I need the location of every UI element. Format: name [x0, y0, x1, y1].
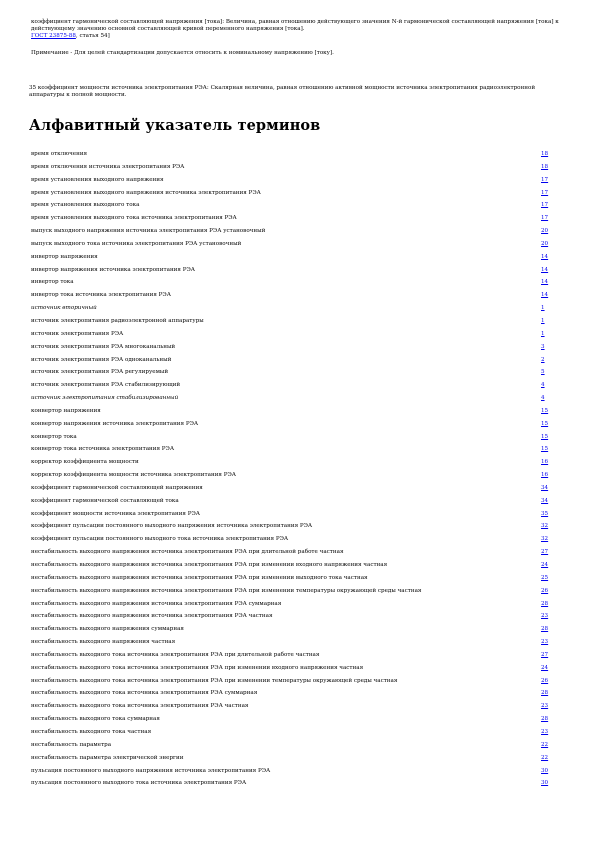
index-row — [31, 382, 563, 388]
index-term: коэффициент гармонической составляющей тока — [31, 497, 179, 504]
index-term: источник вторичный — [31, 305, 97, 312]
index-page-link[interactable]: 15 — [541, 420, 549, 427]
index-term: нестабильность выходного тока частная — [31, 728, 152, 735]
index-row — [31, 202, 563, 208]
index-term: нестабильность выходного тока суммарная — [31, 716, 160, 723]
index-row — [31, 164, 563, 170]
index-row — [31, 318, 563, 324]
index-row — [31, 267, 563, 273]
index-row — [31, 626, 563, 632]
index-row — [31, 177, 563, 183]
index-term: конвертор тока источника электропитания РЭА — [31, 446, 175, 453]
index-page-link[interactable]: 20 — [541, 240, 549, 247]
index-page-link[interactable]: 25 — [541, 574, 549, 581]
index-term: нестабильность выходного тока источника электропитания РЭА частная — [31, 703, 249, 710]
index-term: источник электропитания РЭА стабилизирующий — [31, 382, 181, 389]
index-page-link[interactable]: 3 — [541, 343, 545, 350]
index-term: нестабильность выходного тока источника электропитания РЭА при изменении входного напряжения частная — [31, 664, 364, 671]
index-term: коэффициент пульсации постоянного выходного напряжения источника электропитания РЭА — [31, 523, 313, 530]
index-term: источник электропитания РЭА регулируемый — [31, 369, 169, 376]
index-row — [31, 613, 563, 619]
index-term: время отключения — [31, 151, 88, 157]
index-page-link[interactable]: 14 — [541, 279, 549, 286]
index-term: инвертор напряжения источника электропитания РЭА — [31, 266, 195, 273]
definition-note: Примечание - Для целей стандартизации допускается относить к номинальному напряжению [току]. — [31, 49, 334, 56]
index-row — [31, 588, 563, 594]
index-term: источник электропитания РЭА одноканальный — [31, 356, 172, 363]
index-term: источник электропитания РЭА многоканальный — [31, 343, 176, 350]
index-page-link[interactable]: 24 — [541, 562, 549, 568]
index-term: время установления выходного напряжения источника электропитания РЭА — [31, 189, 261, 196]
index-term: корректор коэффициента мощности источника электропитания РЭА — [31, 472, 237, 479]
index-page-link[interactable]: 5 — [541, 369, 545, 376]
index-page-link[interactable]: 2 — [541, 356, 545, 363]
index-row — [31, 254, 563, 260]
index-heading: Алфавитный указатель терминов — [29, 117, 321, 134]
index-row — [31, 755, 563, 761]
index-row — [31, 690, 563, 696]
index-row — [31, 485, 563, 491]
index-term: источник электропитания стабилизированный — [31, 395, 179, 402]
index-page-link[interactable]: 34 — [541, 484, 549, 491]
index-term: нестабильность выходного напряжения суммарная — [31, 626, 184, 633]
index-term: время установления выходного тока источника электропитания РЭА — [31, 215, 237, 222]
index-term: источник электропитания радиоэлектронной аппаратуры — [31, 317, 204, 324]
index-page-link[interactable]: 23 — [541, 639, 549, 646]
index-page-link[interactable]: 14 — [541, 266, 549, 273]
index-row — [31, 678, 563, 684]
index-term: нестабильность выходного тока источника электропитания РЭА суммарная — [31, 690, 258, 697]
index-row — [31, 292, 563, 298]
index-row — [31, 395, 563, 401]
index-row — [31, 434, 563, 440]
index-page-link[interactable]: 1 — [541, 330, 545, 337]
index-row — [31, 151, 563, 157]
index-row — [31, 562, 563, 568]
index-page-link[interactable]: 23 — [541, 703, 549, 710]
index-page-link[interactable]: 28 — [541, 600, 549, 607]
index-term: нестабильность параметра — [31, 741, 112, 748]
index-page-link[interactable]: 22 — [541, 741, 549, 748]
index-row — [31, 575, 563, 581]
index-term: инвертор тока — [31, 279, 74, 286]
index-term: конвертор напряжения — [31, 407, 101, 414]
index-row — [31, 729, 563, 735]
index-row — [31, 511, 563, 517]
index-term: источник электропитания РЭА — [31, 330, 124, 337]
index-page-link[interactable]: 34 — [541, 497, 549, 504]
index-page-link[interactable]: 27 — [541, 651, 549, 658]
index-term: нестабильность выходного напряжения источника электропитания РЭА частная — [31, 613, 273, 620]
index-page-link[interactable]: 23 — [541, 728, 549, 735]
index-row — [31, 549, 563, 555]
definition-34-text — [31, 19, 563, 41]
index-term: нестабильность параметра электрической энергии — [31, 754, 184, 761]
index-term: нестабильность выходного тока источника электропитания РЭА при изменении температуры окружающей среды частная — [31, 677, 398, 684]
index-page-link[interactable]: 17 — [541, 189, 549, 196]
index-page-link[interactable]: 30 — [541, 767, 549, 774]
index-row — [31, 523, 563, 529]
index-row — [31, 190, 563, 196]
index-term: коэффициент гармонической составляющей напряжения — [31, 484, 203, 491]
index-term: корректор коэффициента мощности — [31, 459, 139, 466]
index-page-link[interactable]: 4 — [541, 395, 545, 402]
index-term: конвертор тока — [31, 433, 77, 440]
definition-34-body: коэффициент гармонической составляющей напряжения [тока]: Величина, равная отношению действующего значения N-й гармонической составляющей напряжения [тока] к действующему значению основной составляющей кривой переменного напряжения [тока]. — [31, 19, 559, 33]
index-row — [31, 716, 563, 722]
index-term: нестабильность выходного тока источника электропитания РЭА при длительной работе частная — [31, 651, 320, 658]
index-page-link[interactable]: 35 — [541, 510, 549, 517]
index-page-link[interactable]: 22 — [541, 754, 549, 761]
index-row — [31, 459, 563, 465]
index-page-link[interactable]: 14 — [541, 292, 549, 299]
index-page-link[interactable]: 28 — [541, 690, 549, 697]
index-term: пульсация постоянного выходного тока источника электропитания РЭА — [31, 780, 247, 787]
reference-tail: , статья 54] — [75, 33, 110, 40]
index-term: конвертор напряжения источника электропитания РЭА — [31, 420, 199, 427]
index-row — [31, 472, 563, 478]
index-page-link[interactable]: 26 — [541, 677, 549, 684]
index-term: время установления выходного напряжения — [31, 176, 164, 183]
index-row — [31, 703, 563, 709]
index-page-link[interactable]: 14 — [541, 253, 549, 260]
index-row — [31, 228, 563, 234]
index-term: пульсация постоянного выходного напряжения источника электропитания РЭА — [31, 767, 271, 774]
index-row — [31, 768, 563, 774]
index-term: нестабильность выходного напряжения источника электропитания РЭА суммарная — [31, 600, 282, 607]
index-term: инвертор тока источника электропитания РЭА — [31, 292, 171, 299]
index-term: инвертор напряжения — [31, 253, 98, 260]
index-row — [31, 357, 563, 363]
index-page-link[interactable]: 4 — [541, 382, 545, 389]
index-row — [31, 369, 563, 375]
index-term: время отключения источника электропитания РЭА — [31, 163, 185, 170]
index-page-link[interactable]: 17 — [541, 215, 549, 222]
index-page-link[interactable]: 17 — [541, 176, 549, 183]
index-term: нестабильность выходного напряжения источника электропитания РЭА при длительной работе частная — [31, 549, 344, 556]
index-term: выпуск выходного тока источника электропитания РЭА установочный — [31, 240, 242, 247]
index-page-link[interactable]: 1 — [541, 305, 545, 312]
index-page-link[interactable]: 1 — [541, 317, 545, 324]
index-page-link[interactable]: 16 — [541, 459, 549, 466]
index-row — [31, 331, 563, 337]
index-page-link[interactable]: 28 — [541, 716, 549, 723]
index-page-link[interactable]: 32 — [541, 536, 549, 543]
index-page-link[interactable]: 30 — [541, 780, 549, 787]
index-row — [31, 241, 563, 247]
definition-34-block — [31, 19, 563, 57]
index-row — [31, 780, 563, 786]
index-page-link[interactable]: 23 — [541, 613, 549, 620]
index-term: нестабильность выходного напряжения частная — [31, 639, 176, 646]
index-row — [31, 498, 563, 504]
index-page-link[interactable]: 15 — [541, 433, 549, 440]
index-row — [31, 665, 563, 671]
term-index-list — [31, 151, 563, 793]
index-page-link[interactable]: 28 — [541, 626, 549, 633]
index-row — [31, 215, 563, 221]
index-term: коэффициент пульсации постоянного выходного тока источника электропитания РЭА — [31, 536, 289, 543]
index-row — [31, 652, 563, 658]
index-row — [31, 344, 563, 350]
index-page-link[interactable]: 27 — [541, 549, 549, 556]
index-row — [31, 446, 563, 452]
index-row — [31, 408, 563, 414]
index-page-link[interactable]: 24 — [541, 664, 549, 671]
index-term: время установления выходного тока — [31, 202, 140, 209]
index-page-link[interactable]: 18 — [541, 151, 549, 157]
index-page-link[interactable]: 15 — [541, 407, 549, 414]
index-term: нестабильность выходного напряжения источника электропитания РЭА при изменении температуры окружающей среды частная — [31, 587, 422, 594]
definition-35: 35 коэффициент мощности источника электропитания РЭА: Скалярная величина, равная отношению активной мощности источника электропитания радиоэлектронной аппаратуры к полной мощности. — [29, 85, 536, 99]
index-page-link[interactable]: 17 — [541, 202, 549, 209]
index-row — [31, 742, 563, 748]
index-term: выпуск выходного напряжения источника электропитания РЭА установочный — [31, 228, 266, 235]
index-page-link[interactable]: 15 — [541, 446, 549, 453]
index-page-link[interactable]: 20 — [541, 228, 549, 235]
index-row — [31, 421, 563, 427]
index-row — [31, 305, 563, 311]
gost-reference-link[interactable]: ГОСТ 23875-88 — [31, 33, 76, 40]
index-page-link[interactable]: 18 — [541, 163, 549, 170]
index-row — [31, 639, 563, 645]
index-page-link[interactable]: 16 — [541, 472, 549, 479]
index-row — [31, 536, 563, 542]
index-page-link[interactable]: 26 — [541, 587, 549, 594]
index-term: коэффициент мощности источника электропитания РЭА — [31, 510, 201, 517]
index-page-link[interactable]: 32 — [541, 523, 549, 530]
index-row — [31, 279, 563, 285]
index-term: нестабильность выходного напряжения источника электропитания РЭА при изменении выходного тока частная — [31, 574, 368, 581]
index-row — [31, 601, 563, 607]
index-term: нестабильность выходного напряжения источника электропитания РЭА при изменении входного напряжения частная — [31, 562, 388, 568]
